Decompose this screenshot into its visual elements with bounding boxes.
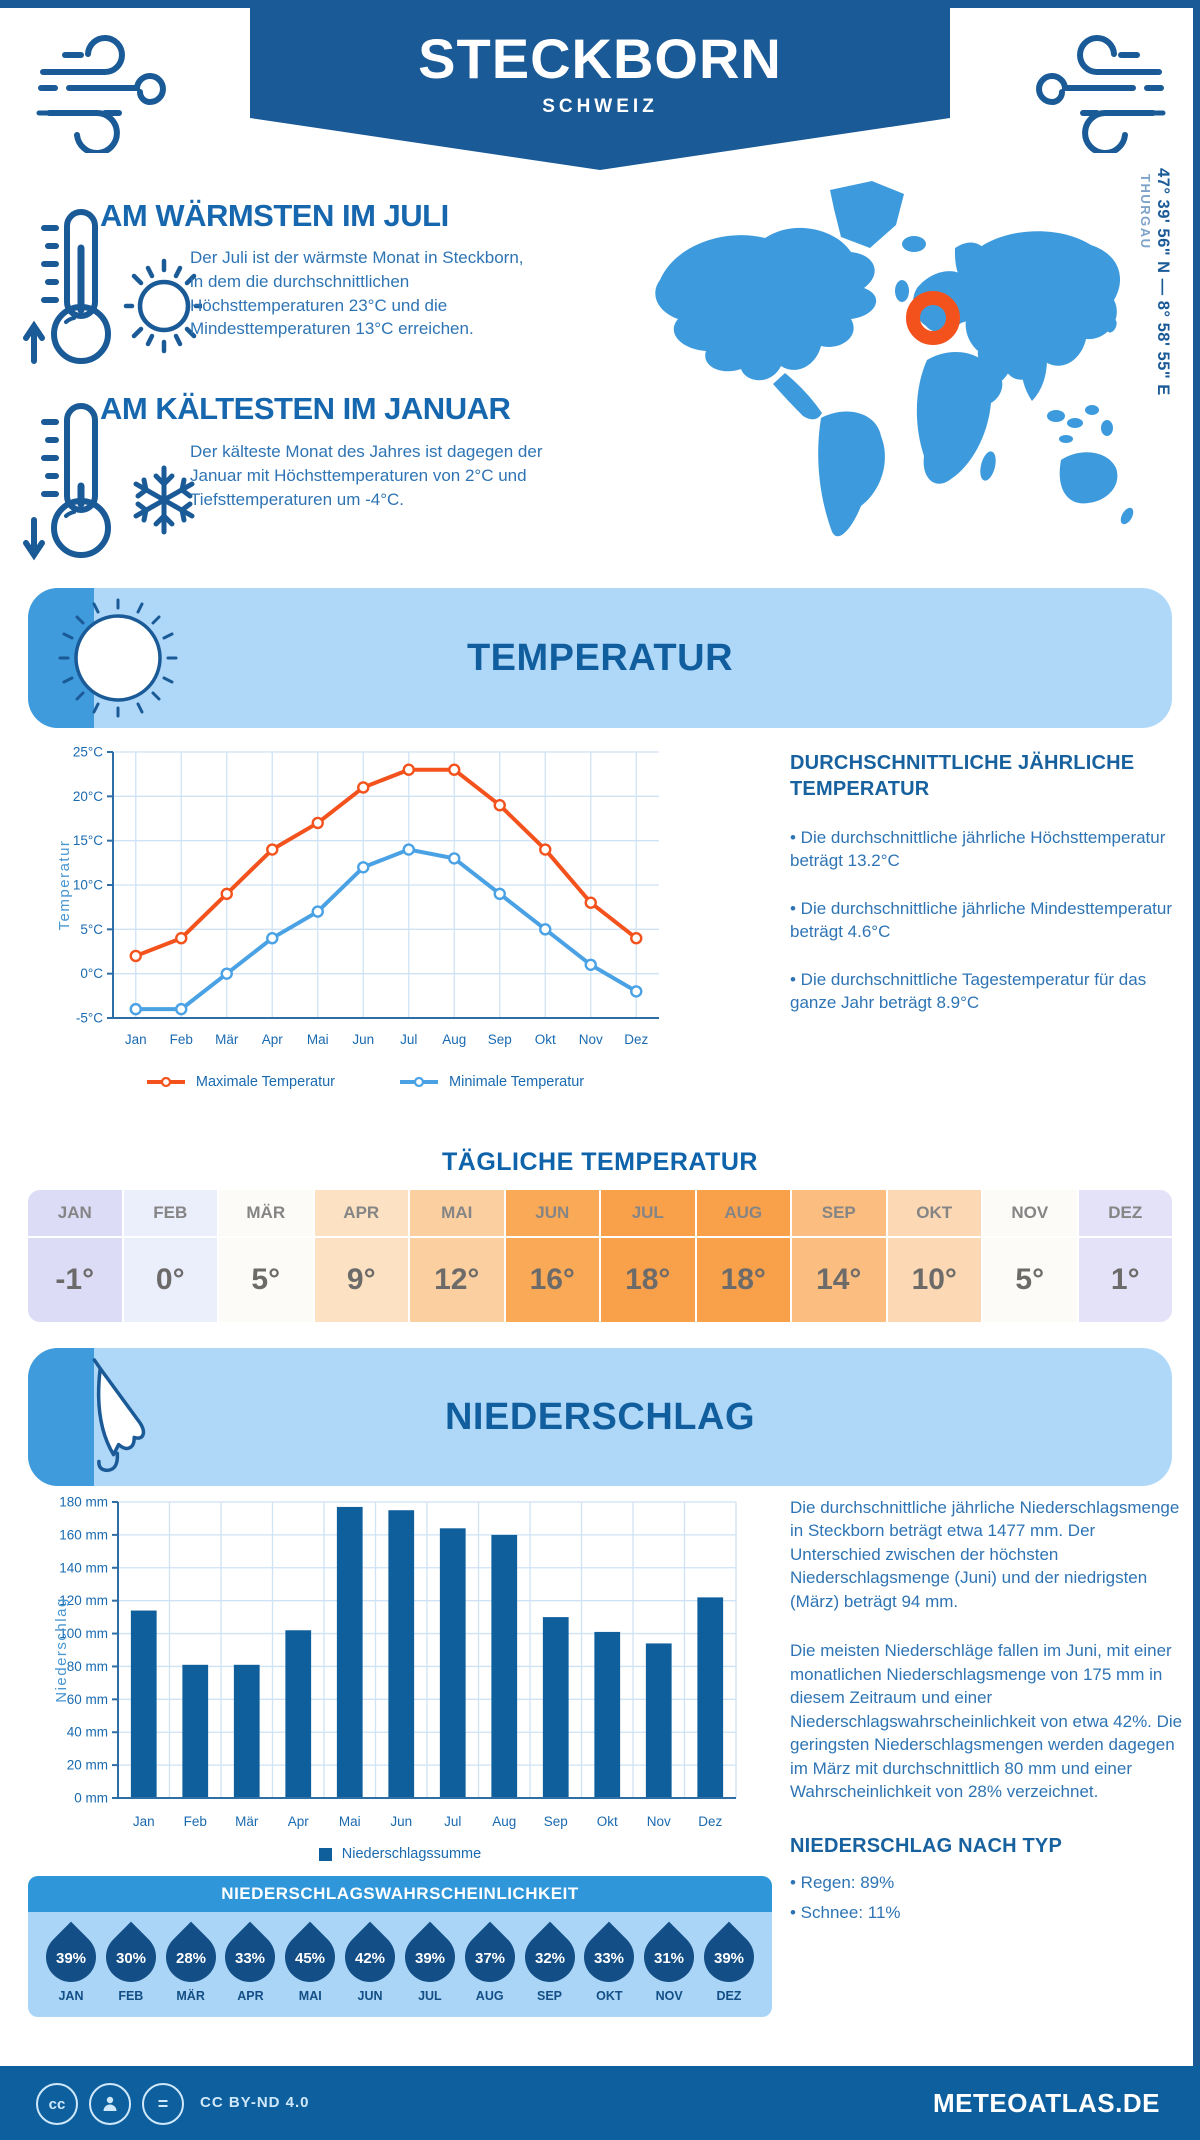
svg-text:10°C: 10°C <box>72 877 103 893</box>
droplet-icon: 33% <box>574 1922 645 1993</box>
cc-nd-icon: = <box>142 2083 184 2125</box>
month-temperature-value: 18° <box>601 1238 695 1322</box>
svg-text:25°C: 25°C <box>72 744 103 760</box>
droplet-icon: 28% <box>155 1922 226 1993</box>
precipitation-bar-chart <box>50 1492 750 1844</box>
precipitation-type-bullet: • Regen: 89% <box>790 1873 895 1893</box>
droplet-month-label: OKT <box>596 1989 623 2003</box>
probability-droplet <box>223 1916 277 2003</box>
svg-text:20 mm: 20 mm <box>66 1757 108 1773</box>
coldest-heading: AM KÄLTESTEN IM JANUAR <box>100 391 511 426</box>
droplet-month-label: MAI <box>298 1989 322 2003</box>
svg-text:0°C: 0°C <box>80 966 103 982</box>
warmest-heading: AM WÄRMSTEN IM JULI <box>100 198 449 233</box>
probability-droplet <box>44 1916 98 2003</box>
probability-droplet <box>403 1916 457 2003</box>
probability-droplet <box>463 1916 517 2003</box>
precipitation-legend <box>50 1846 750 1862</box>
cc-icon: cc <box>36 2083 78 2125</box>
month-label: SEP <box>792 1190 886 1236</box>
svg-text:15°C: 15°C <box>72 833 103 849</box>
svg-text:5°C: 5°C <box>80 921 103 937</box>
svg-text:Apr: Apr <box>287 1814 309 1829</box>
temperature-legend <box>55 1074 675 1090</box>
month-column-JUN <box>506 1190 600 1322</box>
svg-text:Sep: Sep <box>543 1814 568 1829</box>
svg-text:Jul: Jul <box>444 1814 462 1829</box>
month-column-OKT <box>888 1190 982 1322</box>
warmest-text: Der Juli ist der wärmste Monat in Steckborn, in dem die durchschnittlichen Höchsttemperaturen 23°C und die Mindesttemperaturen 13°C erreichen. <box>190 248 524 339</box>
month-column-MAI <box>410 1190 504 1322</box>
precipitation-probability-panel <box>28 1876 772 2017</box>
svg-text:80 mm: 80 mm <box>66 1658 108 1674</box>
month-temperature-value: 5° <box>983 1238 1077 1322</box>
continents <box>655 181 1136 536</box>
geo-info <box>1138 168 1172 508</box>
license-label: CC BY-ND 4.0 <box>200 2094 310 2111</box>
month-label: JAN <box>28 1190 122 1236</box>
temperature-stat-bullet: • Die durchschnittliche jährliche Höchsttemperatur beträgt 13.2°C <box>790 828 1166 871</box>
legend-label-precip: Niederschlagssumme <box>341 1846 482 1862</box>
month-column-DEZ <box>1079 1190 1173 1322</box>
svg-text:Jun: Jun <box>390 1814 413 1829</box>
droplet-month-label: MÄR <box>176 1989 205 2003</box>
svg-text:20°C: 20°C <box>72 788 103 804</box>
droplet-month-label: DEZ <box>716 1989 742 2003</box>
svg-text:180 mm: 180 mm <box>59 1494 108 1510</box>
month-column-FEB <box>124 1190 218 1322</box>
precipitation-paragraph: Die durchschnittliche jährliche Niederschlagsmenge in Steckborn beträgt etwa 1477 mm. Der Unterschied zwischen der höchsten Niederschlagsmenge (Juni) und der niedrigsten (März) beträgt 94 mm. <box>790 1498 1180 1611</box>
svg-text:Temperatur: Temperatur <box>56 839 73 931</box>
droplet-month-label: NOV <box>655 1989 683 2003</box>
month-column-MÄR <box>219 1190 313 1322</box>
legend-item-max <box>146 1074 335 1090</box>
daily-temperature-table <box>28 1190 1172 1322</box>
svg-text:Dez: Dez <box>624 1032 649 1047</box>
svg-text:40 mm: 40 mm <box>66 1724 108 1740</box>
daily-temperature-title: TÄGLICHE TEMPERATUR <box>442 1148 758 1176</box>
temperature-stats-heading: DURCHSCHNITTLICHE JÄHRLICHE TEMPERATUR <box>790 752 1135 800</box>
month-column-APR <box>315 1190 409 1322</box>
probability-droplet <box>283 1916 337 2003</box>
svg-text:Jan: Jan <box>132 1814 155 1829</box>
min-line-sample <box>399 1076 439 1088</box>
coldest-text: Der kälteste Monat des Jahres ist dagegen der Januar mit Höchsttemperaturen von 2°C und Tiefsttemperaturen um -4°C. <box>190 442 543 509</box>
coordinates-label: 47° 39' 56" N — 8° 58' 55" E <box>1154 168 1172 396</box>
precipitation-text <box>790 1496 1188 1924</box>
svg-text:Nov: Nov <box>646 1814 671 1829</box>
svg-text:Jan: Jan <box>124 1032 147 1047</box>
snowflake-icon <box>136 468 192 532</box>
month-label: OKT <box>888 1190 982 1236</box>
month-column-NOV <box>983 1190 1077 1322</box>
droplet-icon: 37% <box>454 1922 525 1993</box>
month-label: MÄR <box>219 1190 313 1236</box>
month-label: NOV <box>983 1190 1077 1236</box>
month-label: JUN <box>506 1190 600 1236</box>
svg-text:Sep: Sep <box>487 1032 512 1047</box>
probability-droplet <box>104 1916 158 2003</box>
probability-droplet <box>523 1916 577 2003</box>
month-temperature-value: 10° <box>888 1238 982 1322</box>
droplet-icon: 42% <box>335 1922 406 1993</box>
month-label: FEB <box>124 1190 218 1236</box>
series-Maximale Temperatur <box>131 765 642 961</box>
droplet-icon: 33% <box>215 1922 286 1993</box>
droplet-icon: 39% <box>395 1922 466 1993</box>
svg-text:160 mm: 160 mm <box>59 1527 108 1543</box>
page-title: STECKBORN <box>418 27 782 90</box>
month-label: JUL <box>601 1190 695 1236</box>
svg-text:120 mm: 120 mm <box>59 1593 108 1609</box>
droplet-icon: 30% <box>95 1922 166 1993</box>
svg-text:Niederschlag: Niederschlag <box>53 1597 70 1703</box>
droplet-month-label: APR <box>237 1989 264 2003</box>
month-column-AUG <box>697 1190 791 1322</box>
probability-droplet <box>642 1916 696 2003</box>
svg-text:Okt: Okt <box>596 1814 618 1829</box>
month-column-JAN <box>28 1190 122 1322</box>
svg-text:Dez: Dez <box>698 1814 723 1829</box>
droplet-month-label: JUN <box>357 1989 383 2003</box>
page-subtitle: SCHWEIZ <box>542 96 658 117</box>
droplet-icon: 39% <box>36 1922 107 1993</box>
svg-text:Feb: Feb <box>183 1814 207 1829</box>
droplet-icon: 31% <box>634 1922 705 1993</box>
month-temperature-value: 16° <box>506 1238 600 1322</box>
month-label: DEZ <box>1079 1190 1173 1236</box>
probability-droplet <box>343 1916 397 2003</box>
cc-person-icon <box>89 2083 131 2125</box>
month-column-SEP <box>792 1190 886 1322</box>
month-temperature-value: 9° <box>315 1238 409 1322</box>
probability-droplets <box>28 1912 772 2003</box>
month-temperature-value: 12° <box>410 1238 504 1322</box>
cc-license-icons <box>36 2083 184 2125</box>
month-label: AUG <box>697 1190 791 1236</box>
site-name: METEOATLAS.DE <box>932 2088 1160 2118</box>
thermometer-up-icon <box>22 206 202 368</box>
droplet-month-label: JUL <box>418 1989 442 2003</box>
svg-text:Jun: Jun <box>352 1032 375 1047</box>
bar-sample <box>319 1848 332 1861</box>
max-line-sample <box>146 1076 186 1088</box>
droplet-month-label: JAN <box>58 1989 84 2003</box>
droplet-icon: 39% <box>694 1922 765 1993</box>
droplet-month-label: AUG <box>475 1989 504 2003</box>
svg-text:Nov: Nov <box>578 1032 603 1047</box>
month-label: APR <box>315 1190 409 1236</box>
droplet-icon: 45% <box>275 1922 346 1993</box>
svg-text:100 mm: 100 mm <box>59 1626 108 1642</box>
svg-text:Mär: Mär <box>215 1032 239 1047</box>
svg-text:Mai: Mai <box>306 1032 329 1047</box>
month-temperature-value: 1° <box>1079 1238 1173 1322</box>
probability-panel-title: NIEDERSCHLAGSWAHRSCHEINLICHKEIT <box>28 1876 772 1912</box>
frame-right-border <box>1193 0 1200 2140</box>
legend-item-precip <box>319 1846 481 1862</box>
world-map <box>635 160 1145 590</box>
wind-icon <box>35 25 190 153</box>
svg-text:Mai: Mai <box>338 1814 361 1829</box>
svg-text:0 mm: 0 mm <box>74 1790 108 1806</box>
temperature-banner-title: TEMPERATUR <box>466 637 734 679</box>
temperature-banner <box>28 588 1172 728</box>
legend-label-max: Maximale Temperatur <box>195 1074 336 1090</box>
svg-text:Jul: Jul <box>400 1032 418 1047</box>
precipitation-banner <box>28 1348 1172 1486</box>
svg-text:Mär: Mär <box>235 1814 259 1829</box>
month-temperature-value: 18° <box>697 1238 791 1322</box>
svg-text:-5°C: -5°C <box>75 1010 103 1026</box>
droplet-month-label: FEB <box>118 1989 144 2003</box>
footer <box>0 2066 1200 2140</box>
temperature-stats <box>790 750 1188 1015</box>
wind-icon <box>1012 25 1167 153</box>
svg-text:Okt: Okt <box>534 1032 556 1047</box>
probability-droplet <box>164 1916 218 2003</box>
temperature-stat-bullet: • Die durchschnittliche jährliche Mindesttemperatur beträgt 4.6°C <box>790 898 1173 942</box>
legend-label-min: Minimale Temperatur <box>449 1074 585 1090</box>
droplet-icon: 32% <box>514 1922 585 1993</box>
svg-text:Aug: Aug <box>442 1032 467 1047</box>
month-temperature-value: 0° <box>124 1238 218 1322</box>
thermometer-down-icon <box>22 400 202 570</box>
month-temperature-value: 5° <box>219 1238 313 1322</box>
precipitation-paragraph: Die meisten Niederschläge fallen im Juni, mit einer monatlichen Niederschlagsmenge von 175 mm in diesem Zeitraum und einer Niederschlagswahrscheinlichkeit von etwa 42%. Die geringsten Niederschlagsmengen werden dagegen im März mit durchschnittlich 80 mm und einer Wahrscheinlichkeit von 28% verzeichnet. <box>790 1641 1183 1801</box>
temperature-line-chart <box>55 740 675 1062</box>
droplet-month-label: SEP <box>536 1989 562 2003</box>
probability-droplet <box>582 1916 636 2003</box>
precipitation-type-heading: NIEDERSCHLAG NACH TYP <box>790 1835 1062 1858</box>
grid <box>118 1502 736 1798</box>
month-temperature-value: -1° <box>28 1238 122 1322</box>
svg-text:140 mm: 140 mm <box>59 1560 108 1576</box>
month-column-JUL <box>601 1190 695 1322</box>
precipitation-type-bullet: • Schnee: 11% <box>790 1902 901 1922</box>
svg-text:Aug: Aug <box>492 1814 517 1829</box>
region-label: THURGAU <box>1138 174 1153 250</box>
probability-droplet <box>702 1916 756 2003</box>
svg-text:Feb: Feb <box>169 1032 193 1047</box>
svg-text:Apr: Apr <box>261 1032 283 1047</box>
month-temperature-value: 14° <box>792 1238 886 1322</box>
legend-item-min <box>399 1074 584 1090</box>
temperature-stat-bullet: • Die durchschnittliche Tagestemperatur für das ganze Jahr beträgt 8.9°C <box>790 969 1147 1013</box>
svg-text:60 mm: 60 mm <box>66 1691 108 1707</box>
precipitation-banner-title: NIEDERSCHLAG <box>444 1396 756 1438</box>
month-label: MAI <box>410 1190 504 1236</box>
